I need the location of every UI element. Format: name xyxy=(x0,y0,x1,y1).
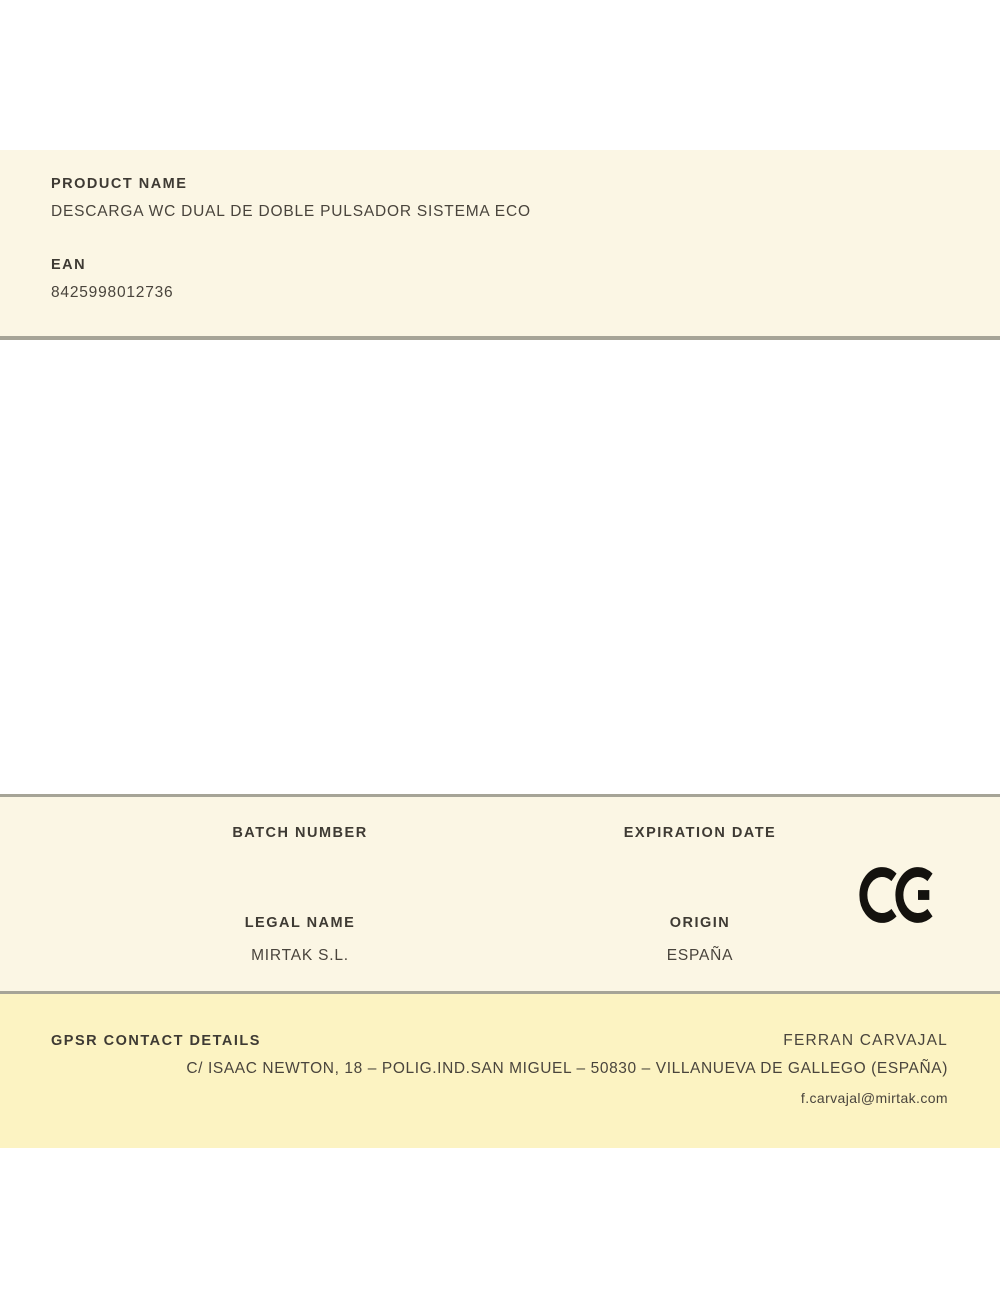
legal-name-label: LEGAL NAME xyxy=(244,915,356,931)
gpsr-header-row xyxy=(51,1032,948,1050)
batch-number-label: BATCH NUMBER xyxy=(232,825,368,841)
legal-name-value: MIRTAK S.L. xyxy=(251,947,349,964)
contact-email: f.carvajal@mirtak.com xyxy=(800,1090,948,1106)
ean-value: 8425998012736 xyxy=(51,284,174,301)
expiration-date-label: EXPIRATION DATE xyxy=(623,825,777,841)
contact-address: C/ ISAAC NEWTON, 18 – POLIG.IND.SAN MIGUEL – 50830 – VILLANUEVA DE GALLEGO (ESPAÑA) xyxy=(186,1060,948,1077)
product-name-label: PRODUCT NAME xyxy=(51,176,188,192)
origin-label: ORIGIN xyxy=(669,915,731,931)
ean-label: EAN xyxy=(51,257,87,273)
traceability-section xyxy=(0,794,1000,994)
gpsr-contact-section xyxy=(0,994,1000,1148)
ce-mark-icon xyxy=(858,863,942,927)
contact-name: FERRAN CARVAJAL xyxy=(783,1032,948,1049)
product-info-section xyxy=(0,150,1000,340)
gpsr-contact-details-label: GPSR CONTACT DETAILS xyxy=(51,1033,261,1049)
origin-value: ESPAÑA xyxy=(666,947,734,964)
spacer xyxy=(51,221,949,257)
product-name-value: DESCARGA WC DUAL DE DOBLE PULSADOR SISTEMA ECO xyxy=(51,203,531,220)
